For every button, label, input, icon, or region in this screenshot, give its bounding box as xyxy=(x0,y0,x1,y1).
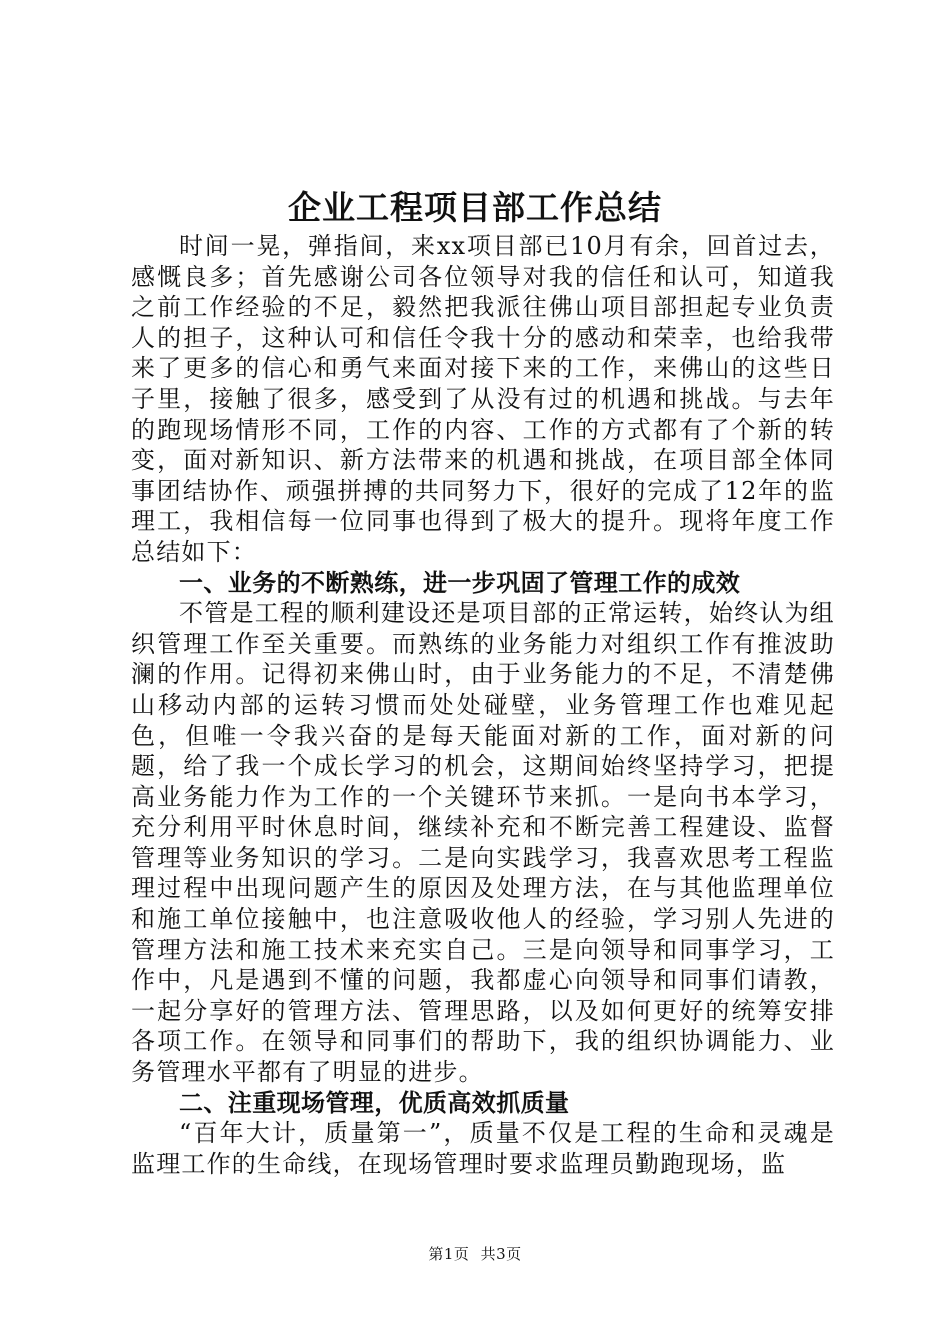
document-title: 企业工程项目部工作总结 xyxy=(288,188,662,227)
section-1-paragraph: 不管是工程的顺利建设还是项目部的正常运转，始终认为组织管理工作至关重要。而熟练的业务能力对组织工作有推波助澜的作用。记得初来佛山时，由于业务能力的不足，不清楚佛山移动内部的运转习惯而处处碰壁，业务管理工作也难见起色，但唯一令我兴奋的是每天能面对新的工作，面对新的问题，给了我一个成长学习的机会，这期间始终坚持学习，把提高业务能力作为工作的一个关键环节来抓。一是向书本学习，充分利用平时休息时间，继续补充和不断完善工程建设、监督管理等业务知识的学习。二是向实践学习，我喜欢思考工程监理过程中出现问题产生的原因及处理方法，在与其他监理单位和施工单位接触中，也注意吸收他人的经验，学习别人先进的管理方法和施工技术来充实自己。三是向领导和同事学习，工作中，凡是遇到不懂的问题，我都虚心向领导和同事们请教，一起分享好的管理方法、管理思路，以及如何更好的统筹安排各项工作。在领导和同事们的帮助下，我的组织协调能力、业务管理水平都有了明显的进步。 xyxy=(131,599,835,1087)
section-1-heading: 一、业务的不断熟练，进一步巩固了管理工作的成效 xyxy=(179,567,741,597)
section-2-paragraph: “百年大计，质量第一”，质量不仅是工程的生命和灵魂是监理工作的生命线，在现场管理时要求监理员勤跑现场，监 xyxy=(131,1119,835,1178)
intro-paragraph: 时间一晃，弹指间，来xx项目部已10月有余，回首过去，感慨良多；首先感谢公司各位领导对我的信任和认可，知道我之前工作经验的不足，毅然把我派往佛山项目部担起专业负责人的担子，这种认可和信任令我十分的感动和荣幸，也给我带来了更多的信心和勇气来面对接下来的工作，来佛山的这些日子里，接触了很多，感受到了从没有过的机遇和挑战。与去年的跑现场情形不同，工作的内容、工作的方式都有了个新的转变，面对新知识、新方法带来的机遇和挑战，在项目部全体同事团结协作、顽强拼搏的共同努力下，很好的完成了12年的监理工，我相信每一位同事也得到了极大的提升。现将年度工作总结如下： xyxy=(131,232,835,566)
page-number: 第1页 xyxy=(428,1245,470,1263)
page-total: 共3页 xyxy=(480,1245,522,1263)
page-footer xyxy=(0,1244,950,1264)
section-2-heading: 二、注重现场管理，优质高效抓质量 xyxy=(179,1087,570,1117)
document-body xyxy=(131,231,835,1179)
